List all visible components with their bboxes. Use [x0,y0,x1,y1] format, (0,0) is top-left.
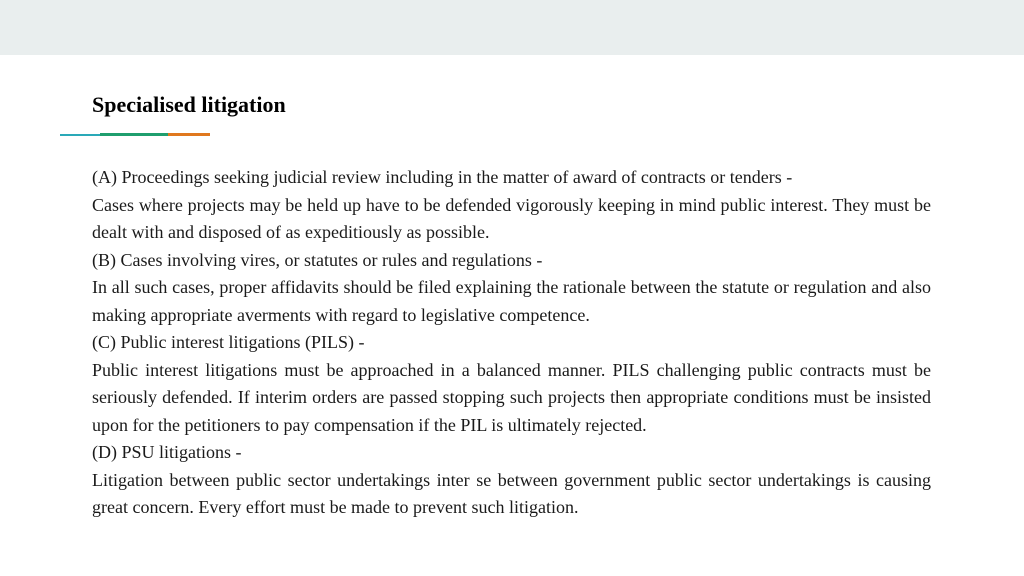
heading-d: (D) PSU litigations - [92,442,242,462]
paragraph-d: Litigation between public sector undertakings inter se between government public sector undertakings is causing great concern. Every effort must be made to prevent such litigation. [92,469,931,517]
title-underline [60,133,210,136]
slide-body [92,164,931,522]
underline-green-segment [100,133,168,136]
heading-a: (A) Proceedings seeking judicial review including in the matter of award of contracts or tenders - [92,167,793,187]
underline-orange-segment [168,133,210,136]
paragraph-a: Cases where projects may be held up have to be defended vigorously keeping in mind public interest. They must be dealt with and disposed of as expeditiously as possible. [92,194,931,242]
heading-b: (B) Cases involving vires, or statutes or rules and regulations - [92,249,543,270]
heading-c: (C) Public interest litigations (PILS) - [92,332,365,352]
underline-teal-segment [60,134,100,136]
slide-title: Specialised litigation [92,92,286,117]
paragraph-b: In all such cases, proper affidavits should be filed explaining the rationale between the statute or regulation and also making appropriate averments with regard to legislative competence. [92,277,931,325]
top-banner [0,0,1024,55]
paragraph-c: Public interest litigations must be approached in a balanced manner. PILS challenging public contracts must be seriously defended. If interim orders are passed stopping such projects then appropriate conditions must be insisted upon for the petitioners to pay compensation if the PIL is ultimately rejected. [92,359,931,435]
